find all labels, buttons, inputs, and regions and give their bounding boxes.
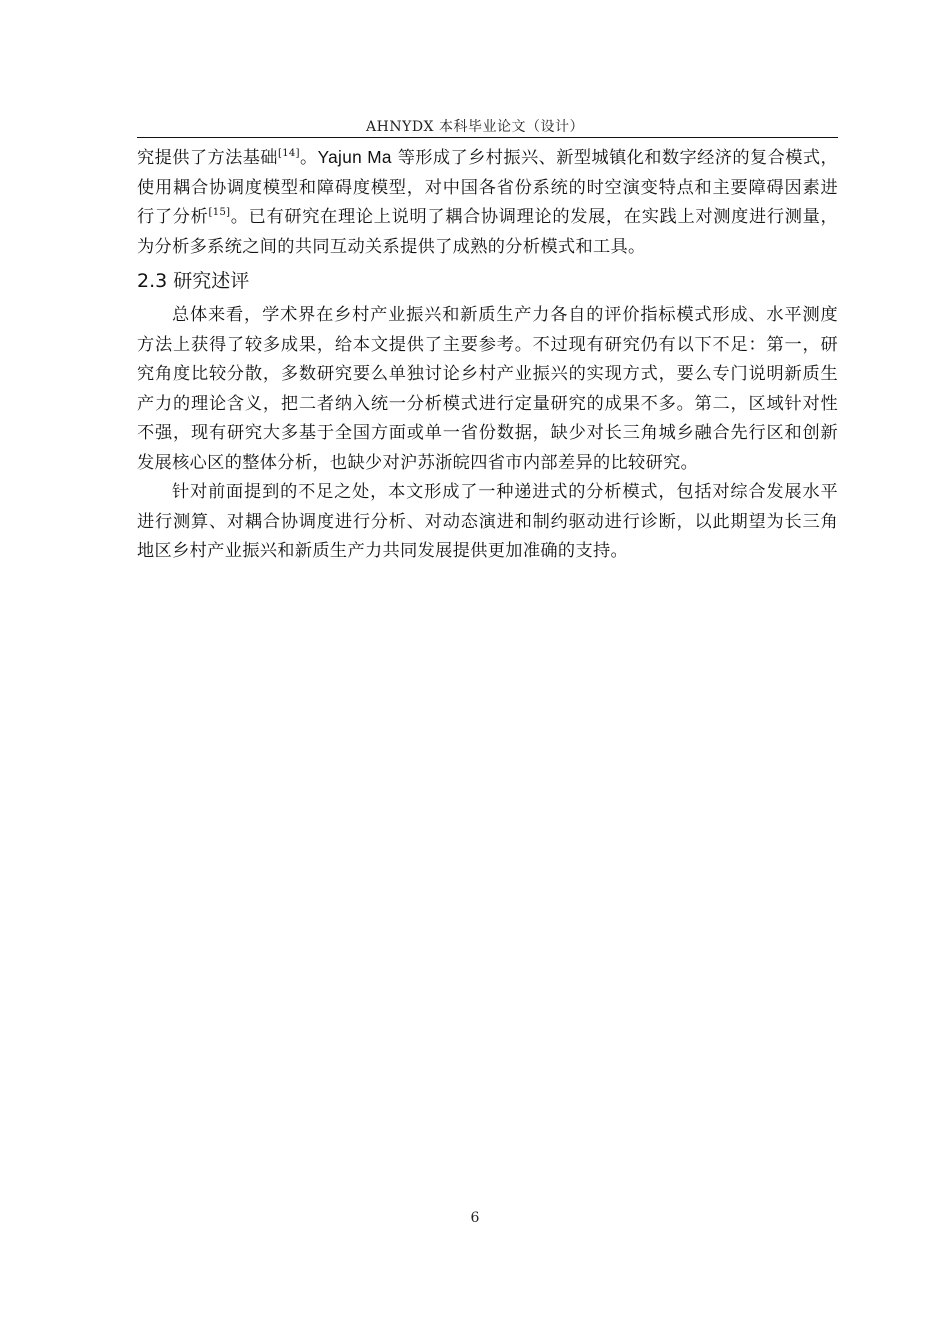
continuation-paragraph	[137, 143, 838, 262]
body-paragraph: 针对前面提到的不足之处，本文形成了一种递进式的分析模式，包括对综合发展水平进行测算、对耦合协调度进行分析、对动态演进和制约驱动进行诊断，以此期望为长三角地区乡村产业振兴和新质生产力共同发展提供更加准确的支持。	[137, 482, 838, 561]
paragraph-text: 等形成了乡村振兴、新型城镇化和数字经济的复合模式，使用耦合协调度模型和障碍度模型，对中国各省份系统的时空演变特点和主要障碍因素进行了分析	[137, 148, 838, 227]
citation-ref: [14]	[277, 148, 300, 159]
page-content	[137, 143, 838, 567]
paragraph-text: 。已有研究在理论上说明了耦合协调理论的发展，在实践上对测度进行测量，为分析多系统之间的共同互动关系提供了成熟的分析模式和工具。	[137, 207, 838, 257]
author-name: Yajun Ma	[317, 147, 392, 167]
section-heading: 2.3 研究述评	[137, 270, 250, 292]
paragraph-text: 。	[299, 148, 318, 168]
body-paragraph: 总体来看，学术界在乡村产业振兴和新质生产力各自的评价指标模式形成、水平测度方法上获得了较多成果，给本文提供了主要参考。不过现有研究仍有以下不足：第一，研究角度比较分散，多数研究要么单独讨论乡村产业振兴的实现方式，要么专门说明新质生产力的理论含义，把二者纳入统一分析模式进行定量研究的成果不多。第二，区域针对性不强，现有研究大多基于全国方面或单一省份数据，缺少对长三角城乡融合先行区和创新发展核心区的整体分析，也缺少对沪苏浙皖四省市内部差异的比较研究。	[137, 305, 838, 473]
citation-ref: [15]	[208, 207, 231, 218]
running-header: AHNYDX 本科毕业论文（设计）	[366, 119, 584, 135]
paragraph-text: 究提供了方法基础	[137, 148, 278, 168]
header-divider	[137, 137, 838, 138]
page-number: 6	[470, 1210, 480, 1226]
